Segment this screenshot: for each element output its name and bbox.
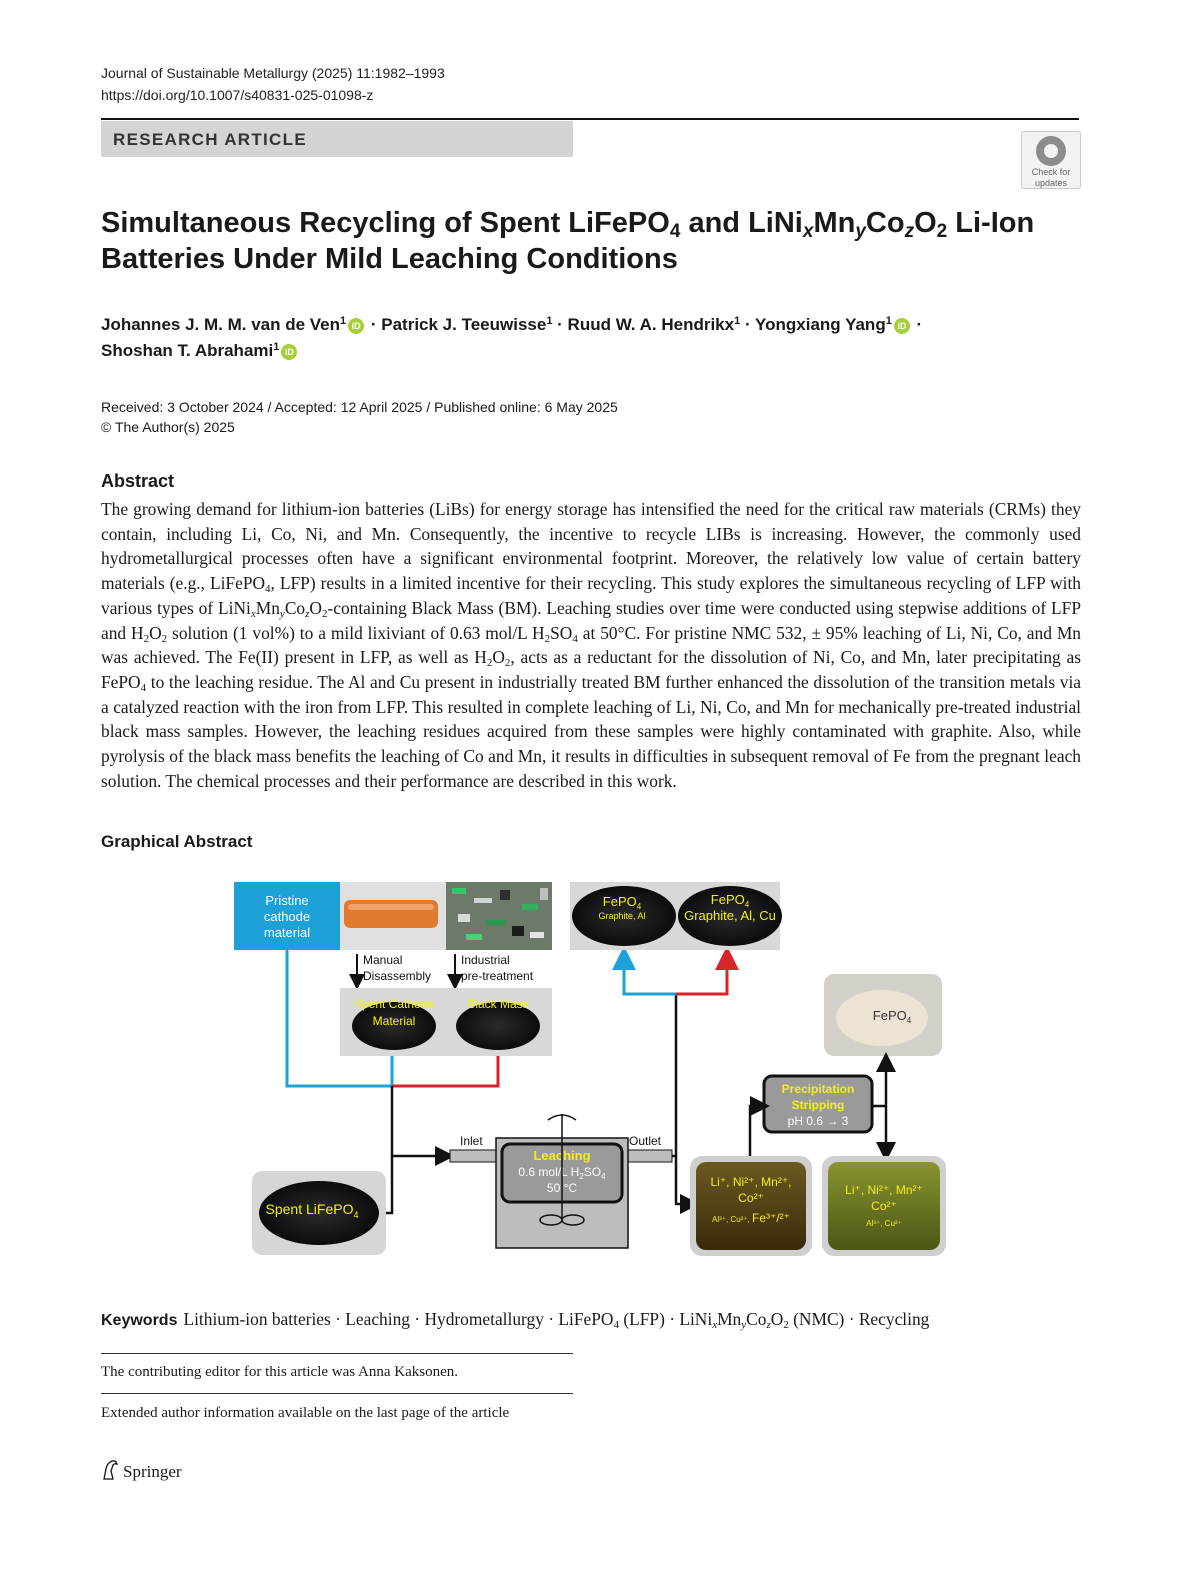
doi-link[interactable]: https://doi.org/10.1007/s40831-025-01098-z <box>101 87 374 103</box>
author-list <box>101 312 1061 364</box>
publication-dates <box>101 397 618 437</box>
subscript: z <box>766 1319 771 1331</box>
fepo4-product-label: FePO$_4$ <box>872 1008 912 1025</box>
author-name: Yongxiang Yang <box>755 315 886 334</box>
solution-2-ions-2: Co²⁺ <box>871 1199 897 1213</box>
abstract-segment: Mn <box>255 597 280 618</box>
author-affiliation: 1 <box>885 315 892 327</box>
keywords <box>101 1307 929 1333</box>
red-flow-line <box>392 1056 498 1086</box>
solution-1-ions-3: Al³⁺, Cu²⁺, Fe³⁺/²⁺ <box>711 1211 791 1225</box>
subscript: 2 <box>143 632 150 645</box>
industrial-label-2: pre-treatment <box>461 969 534 983</box>
footnote-rule <box>101 1353 573 1354</box>
spent-cathode-label-2: Material <box>372 1014 416 1028</box>
title-part: Co <box>865 207 905 239</box>
residue-red-arrow <box>676 958 727 994</box>
publisher-logo <box>101 1459 182 1483</box>
pristine-label-2: cathode <box>263 909 311 924</box>
subscript: x <box>250 607 256 620</box>
title-part: Simultaneous Recycling of Spent LiFePO <box>101 207 670 239</box>
keywords-label: Keywords <box>101 1312 178 1329</box>
abstract-segment: O <box>492 647 505 668</box>
keywords-text: (LFP) · LiNi <box>618 1309 713 1329</box>
author-affiliation: 1 <box>734 315 741 327</box>
author-separator: · <box>552 315 568 334</box>
title-part: and LiNi <box>680 207 803 239</box>
author-name: Johannes J. M. M. van de Ven <box>101 315 341 334</box>
abstract-segment: , LFP) results in a limited incentive for their recycling. This study explores the simultaneous recycling of LFP with various types of LiNi <box>101 573 1081 618</box>
graphical-abstract-figure <box>230 874 955 1264</box>
abstract-segment: to the leaching residue. The Al and Cu present in industrially treated BM further enhanced the dissolution of the transition metals via a catalyzed reaction with the iron from LFP. This resulted in complete leaching of Li, Ni, Co, and Mn for mechanically pre-treated industrial black mass samples. However, the leaching residues acquired from these samples were highly contaminated with graphite. Also, while pyrolysis of the black mass benefits the leaching of Co and Mn, it results in difficulties in subsequent removal of Fe from the pregnant leach solution. The chemical processes and their performance are described in this work. <box>101 671 1081 791</box>
fepo4-residue-detail-2: Graphite, Al, Cu <box>684 908 776 923</box>
black-mass-label: Black Mass <box>467 997 529 1011</box>
to-precipitation-arrow <box>750 1106 760 1164</box>
outlet-line <box>672 1156 690 1204</box>
title-sub: 2 <box>936 221 948 242</box>
abstract-segment: Co <box>284 597 306 618</box>
author-name: Patrick J. Teeuwisse <box>381 315 547 334</box>
title-line-2: Batteries Under Mild Leaching Conditions <box>101 243 678 275</box>
publisher-name: Springer <box>123 1462 182 1481</box>
inlet-label: Inlet <box>460 1134 483 1148</box>
title-sub: y <box>855 221 866 242</box>
author-separator: · <box>740 315 756 334</box>
abstract-segment: O <box>309 597 322 618</box>
manual-label-2: Disassembly <box>363 969 432 983</box>
subscript: 2 <box>783 1319 789 1331</box>
copyright: © The Author(s) 2025 <box>101 419 235 435</box>
author-affiliation: 1 <box>273 341 280 353</box>
article-title <box>101 205 1061 277</box>
solution-2-ions-3: Al³⁺, Cu²⁺ <box>866 1219 902 1228</box>
crossmark-text-1: Check for <box>1031 167 1071 177</box>
subscript: x <box>712 1319 718 1331</box>
subscript: 2 <box>504 657 511 670</box>
springer-horse-icon <box>101 1459 119 1481</box>
orcid-icon[interactable]: iD <box>894 318 910 334</box>
pristine-label-1: Pristine <box>265 893 309 908</box>
leaching-temperature: 50 °C <box>546 1181 578 1195</box>
abstract-segment: SO <box>550 622 573 643</box>
feed-line <box>392 1086 445 1156</box>
abstract-segment: at 50°C. For pristine NMC 532, ± 95% leaching of Li, Ni, Co, and Mn was achieved. The Fe(II) present in LFP, as well as H <box>101 622 1081 668</box>
ph-label: pH 0.6 → 3 <box>787 1114 849 1128</box>
precipitation-label: Precipitation <box>781 1082 855 1096</box>
fepo4-residue-label-1: FePO$_4$ <box>602 894 642 911</box>
author-name: Shoshan T. Abrahami <box>101 341 274 360</box>
orcid-icon[interactable]: iD <box>348 318 364 334</box>
subscript: 2 <box>544 632 551 645</box>
subscript: 2 <box>486 657 493 670</box>
footnote-rule <box>101 1393 573 1394</box>
subscript: z <box>305 607 310 620</box>
header-rule <box>101 118 1079 120</box>
abstract-segment: solution (1 vol%) to a mild lixiviant of 0.63 mol/L H <box>167 622 545 643</box>
subscript: 4 <box>613 1319 619 1331</box>
battery-cell-highlight <box>348 904 434 910</box>
editor-footnote: The contributing editor for this article was Anna Kaksonen. <box>101 1364 458 1380</box>
solution-2-ions-1: Li⁺, Ni²⁺, Mn²⁺ <box>845 1183 923 1197</box>
outlet-label: Outlet <box>629 1134 662 1148</box>
author-separator: · <box>366 315 382 334</box>
graphical-abstract-heading: Graphical Abstract <box>101 832 253 851</box>
subscript: 4 <box>265 583 271 596</box>
subscript: 2 <box>321 607 328 620</box>
fepo4-residue-detail-1: Graphite, Al <box>598 911 646 921</box>
keywords-text: Lithium-ion batteries · Leaching · Hydrometallurgy · LiFePO <box>183 1309 614 1329</box>
industrial-label-1: Industrial <box>461 953 510 967</box>
lfp-feed-line <box>386 1156 392 1213</box>
solution-1-ions-2: Co²⁺ <box>738 1191 764 1205</box>
subscript: 4 <box>140 681 147 694</box>
title-sub: x <box>802 221 814 242</box>
abstract-segment: , acts as a reductant for the dissolution of Ni, Co, and Mn, later precipitating as FePO <box>101 647 1081 692</box>
author-affiliation: 1 <box>340 315 347 327</box>
keywords-text: Mn <box>717 1309 742 1329</box>
keywords-text: (NMC) · Recycling <box>788 1309 930 1329</box>
crossmark-text-2: updates <box>1034 178 1068 188</box>
journal-citation: Journal of Sustainable Metallurgy (2025) 11:1982–1993 <box>101 65 445 81</box>
abstract-segment: O <box>149 622 162 643</box>
subscript: 4 <box>572 632 578 645</box>
solution-1-ions-1: Li⁺, Ni²⁺, Mn²⁺, <box>710 1175 792 1189</box>
stripping-label: Stripping <box>791 1098 845 1112</box>
pristine-label-3: material <box>263 925 311 940</box>
spent-cathode-label-1: Spent Cathode <box>353 997 435 1011</box>
inlet-pipe <box>450 1150 500 1162</box>
article-type-bar <box>101 121 573 157</box>
author-info-footnote: Extended author information available on the last page of the article <box>101 1405 510 1421</box>
residue-blue-arrow <box>624 958 676 994</box>
spent-lfp-label: Spent LiFePO$_4$ <box>265 1201 359 1220</box>
leaching-concentration: 0.6 mol/L $H_2SO_4$ <box>518 1165 606 1181</box>
crossmark-icon <box>1036 136 1066 166</box>
subscript: y <box>741 1319 747 1331</box>
subscript: y <box>279 607 285 620</box>
outlet-pipe <box>626 1150 672 1162</box>
title-sub: 4 <box>669 221 681 242</box>
title-part: Mn <box>813 207 856 239</box>
abstract-segment: The growing demand for lithium-ion batteries (LiBs) for energy storage has intensified the need for the critical raw materials (CRMs) they contain, including Li, Co, Ni, and Mn. Consequently, the incentive to recycle LIBs is increasing. However, the commonly used hydrometallurgical processes often have a significant environmental footprint. Moreover, the relatively low value of certain battery materials (e.g., LiFePO <box>101 499 1081 594</box>
fepo4-residue-label-2: FePO$_4$ <box>710 892 750 909</box>
date-history: Received: 3 October 2024 / Accepted: 12 April 2025 / Published online: 6 May 2025 <box>101 399 618 415</box>
title-sub: z <box>904 221 915 242</box>
leaching-title: Leaching <box>533 1148 591 1163</box>
manual-label-1: Manual <box>363 953 403 967</box>
author-affiliation: 1 <box>546 315 553 327</box>
title-part: Li-Ion <box>947 207 1035 239</box>
article-type-label: RESEARCH ARTICLE <box>113 130 307 149</box>
abstract-text <box>101 497 1081 793</box>
keywords-text: O <box>770 1309 784 1329</box>
author-name: Ruud W. A. Hendrikx <box>567 315 735 334</box>
author-separator: · <box>911 315 923 334</box>
abstract-segment: -containing Black Mass (BM). Leaching studies over time were conducted using stepwise additions of LFP and H <box>101 597 1082 643</box>
keywords-text: Co <box>746 1309 767 1329</box>
orcid-icon[interactable]: iD <box>281 344 297 360</box>
subscript: 2 <box>161 632 168 645</box>
check-for-updates-badge[interactable] <box>1021 131 1081 189</box>
title-part: O <box>914 207 937 239</box>
abstract-heading: Abstract <box>101 471 175 491</box>
